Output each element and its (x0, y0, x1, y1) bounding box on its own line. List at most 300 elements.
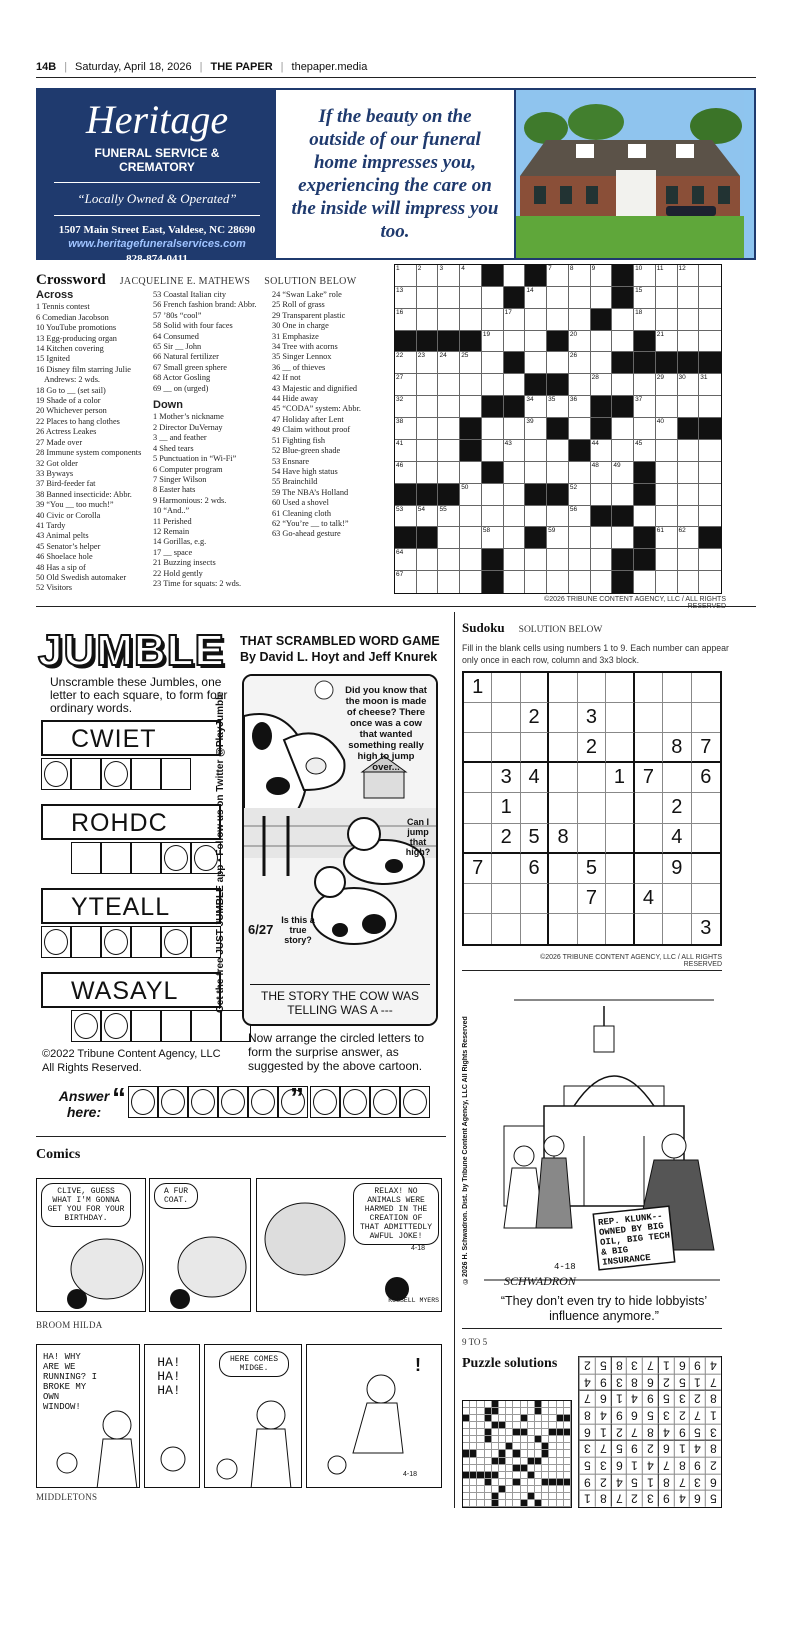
crossword-cell[interactable] (460, 571, 482, 593)
sudoku-empty-cell[interactable] (464, 733, 492, 763)
jumble-answer-box[interactable] (370, 1086, 400, 1118)
sudoku-empty-cell[interactable] (549, 914, 577, 944)
clue: 60 Used a shovel (272, 498, 329, 508)
solution-cell (549, 1500, 556, 1507)
crossword-cell[interactable] (417, 571, 439, 593)
sudoku-given-cell: 2 (663, 793, 691, 823)
crossword-cell[interactable] (569, 352, 591, 374)
jumble-box[interactable] (71, 758, 101, 790)
crossword-cell[interactable] (525, 331, 547, 353)
sudoku-empty-cell[interactable] (521, 793, 549, 823)
clue-number: 48 (591, 461, 599, 469)
crossword-cell[interactable] (699, 506, 721, 528)
sudoku-empty-cell[interactable] (549, 793, 577, 823)
crossword-cell[interactable] (612, 440, 634, 462)
crossword-cell[interactable] (438, 396, 460, 418)
crossword-cell[interactable] (547, 440, 569, 462)
crossword-cell[interactable] (699, 484, 721, 506)
crossword-cell[interactable] (417, 287, 439, 309)
crossword-cell[interactable] (656, 374, 678, 396)
sudoku-empty-cell[interactable] (464, 763, 492, 793)
crossword-cell[interactable] (656, 265, 678, 287)
sudoku-empty-cell[interactable] (578, 763, 606, 793)
crossword-cell[interactable] (395, 309, 417, 331)
crossword-cell[interactable] (460, 374, 482, 396)
sudoku-empty-cell[interactable] (521, 884, 549, 914)
sudoku-empty-cell[interactable] (692, 884, 720, 914)
crossword-cell[interactable] (525, 418, 547, 440)
crossword-cell[interactable] (547, 571, 569, 593)
jumble-box[interactable] (131, 842, 161, 874)
clue: 62 “You’re __ to talk!” (272, 518, 349, 528)
crossword-cell[interactable] (417, 374, 439, 396)
sudoku-empty-cell[interactable] (464, 703, 492, 733)
crossword-cell[interactable] (395, 287, 417, 309)
crossword-cell[interactable] (525, 352, 547, 374)
crossword-cell[interactable] (699, 287, 721, 309)
sudoku-empty-cell[interactable] (492, 673, 520, 703)
crossword-cell[interactable] (525, 549, 547, 571)
crossword-cell[interactable] (395, 440, 417, 462)
crossword-cell[interactable] (504, 309, 526, 331)
crossword-cell[interactable] (634, 265, 656, 287)
crossword-cell[interactable] (417, 265, 439, 287)
crossword-cell[interactable] (656, 287, 678, 309)
sudoku-empty-cell[interactable] (521, 914, 549, 944)
crossword-cell[interactable] (504, 418, 526, 440)
crossword-cell[interactable] (460, 265, 482, 287)
crossword-cell[interactable] (699, 309, 721, 331)
crossword-cell[interactable] (547, 527, 569, 549)
crossword-cell[interactable] (438, 527, 460, 549)
crossword-cell[interactable] (699, 571, 721, 593)
crossword-cell[interactable] (504, 484, 526, 506)
jumble-box[interactable] (131, 926, 161, 958)
jumble-circled-box[interactable] (71, 1010, 101, 1042)
crossword-cell[interactable] (417, 506, 439, 528)
crossword-cell[interactable] (678, 484, 700, 506)
crossword-cell[interactable] (678, 309, 700, 331)
crossword-cell[interactable] (569, 484, 591, 506)
crossword-cell[interactable] (612, 484, 634, 506)
sudoku-empty-cell[interactable] (635, 824, 663, 854)
crossword-cell[interactable] (504, 374, 526, 396)
crossword-cell[interactable] (438, 374, 460, 396)
crossword-cell[interactable] (547, 265, 569, 287)
crossword-cell[interactable] (656, 418, 678, 440)
clue-number: 44 (591, 439, 599, 447)
crossword-cell[interactable] (591, 484, 613, 506)
crossword-cell[interactable] (460, 549, 482, 571)
sudoku-empty-cell[interactable] (464, 884, 492, 914)
jumble-answer-row[interactable] (71, 842, 221, 874)
crossword-cell[interactable] (678, 331, 700, 353)
sudoku-empty-cell[interactable] (606, 884, 634, 914)
crossword-cell[interactable] (504, 549, 526, 571)
crossword-cell[interactable] (612, 309, 634, 331)
crossword-cell[interactable] (417, 352, 439, 374)
crossword-cell[interactable] (460, 462, 482, 484)
crossword-cell[interactable] (547, 309, 569, 331)
crossword-cell[interactable] (417, 549, 439, 571)
crossword-cell[interactable] (504, 506, 526, 528)
crossword-cell[interactable] (612, 418, 634, 440)
crossword-author: JACQUELINE E. MATHEWS (119, 276, 251, 287)
crossword-cell[interactable] (395, 352, 417, 374)
crossword-cell[interactable] (482, 440, 504, 462)
crossword-cell[interactable] (634, 309, 656, 331)
crossword-cell[interactable] (460, 484, 482, 506)
crossword-cell[interactable] (417, 418, 439, 440)
sudoku-empty-cell[interactable] (464, 914, 492, 944)
crossword-cell[interactable] (482, 506, 504, 528)
crossword-cell[interactable] (438, 265, 460, 287)
crossword-cell[interactable] (591, 549, 613, 571)
crossword-cell[interactable] (482, 309, 504, 331)
sudoku-empty-cell[interactable] (578, 673, 606, 703)
crossword-cell[interactable] (569, 571, 591, 593)
crossword-cell[interactable] (504, 571, 526, 593)
crossword-cell[interactable] (591, 265, 613, 287)
sudoku-empty-cell[interactable] (692, 854, 720, 884)
sudoku-empty-cell[interactable] (606, 914, 634, 944)
crossword-cell[interactable] (699, 396, 721, 418)
crossword-cell[interactable] (482, 331, 504, 353)
crossword-cell[interactable] (678, 265, 700, 287)
sudoku-empty-cell[interactable] (692, 673, 720, 703)
crossword-cell[interactable] (656, 506, 678, 528)
sudoku-empty-cell[interactable] (549, 884, 577, 914)
crossword-cell[interactable] (438, 571, 460, 593)
sudoku-empty-cell[interactable] (606, 673, 634, 703)
funeral-home-ad[interactable] (36, 88, 756, 265)
sudoku-empty-cell[interactable] (606, 793, 634, 823)
crossword-cell[interactable] (678, 440, 700, 462)
crossword-cell[interactable] (547, 396, 569, 418)
crossword-cell[interactable] (460, 396, 482, 418)
solution-cell (513, 1422, 520, 1429)
crossword-cell[interactable] (612, 527, 634, 549)
sudoku-empty-cell[interactable] (635, 793, 663, 823)
solution-cell (463, 1465, 470, 1472)
sudoku-empty-cell[interactable] (635, 703, 663, 733)
crossword-cell[interactable] (395, 549, 417, 571)
solution-cell (557, 1436, 564, 1443)
crossword-cell[interactable] (656, 396, 678, 418)
crossword-cell[interactable] (438, 309, 460, 331)
jumble-circled-box[interactable] (161, 842, 191, 874)
sudoku-empty-cell[interactable] (549, 733, 577, 763)
crossword-cell[interactable] (417, 440, 439, 462)
crossword-cell[interactable] (438, 440, 460, 462)
crossword-cell[interactable] (678, 549, 700, 571)
crossword-cell[interactable] (612, 374, 634, 396)
crossword-cell[interactable] (678, 506, 700, 528)
crossword-cell[interactable] (678, 396, 700, 418)
crossword-cell[interactable] (504, 331, 526, 353)
jumble-circled-box[interactable] (101, 758, 131, 790)
sudoku-empty-cell[interactable] (464, 793, 492, 823)
solution-sudoku-cell: 2 (674, 1407, 690, 1424)
crossword-cell[interactable] (482, 352, 504, 374)
crossword-cell[interactable] (395, 396, 417, 418)
crossword-cell[interactable] (569, 287, 591, 309)
jumble-circled-box[interactable] (161, 926, 191, 958)
solution-cell (506, 1500, 513, 1507)
sudoku-empty-cell[interactable] (549, 854, 577, 884)
crossword-cell[interactable] (569, 418, 591, 440)
crossword-cell[interactable] (569, 549, 591, 571)
solution-cell (535, 1500, 542, 1507)
crossword-cell[interactable] (460, 287, 482, 309)
solution-cell (463, 1450, 470, 1457)
jumble-answer-box[interactable] (218, 1086, 248, 1118)
crossword-cell[interactable] (591, 352, 613, 374)
crossword-cell[interactable] (634, 506, 656, 528)
jumble-box[interactable] (131, 758, 161, 790)
crossword-cell[interactable] (656, 462, 678, 484)
solution-cell (557, 1450, 564, 1457)
crossword-cell[interactable] (547, 549, 569, 571)
sudoku-empty-cell[interactable] (606, 854, 634, 884)
solution-sudoku-cell: 2 (611, 1424, 627, 1441)
jumble-answer-boxes-1[interactable] (128, 1086, 308, 1118)
crossword-cell[interactable] (395, 374, 417, 396)
crossword-cell[interactable] (634, 287, 656, 309)
crossword-cell[interactable] (547, 287, 569, 309)
crossword-cell[interactable] (656, 309, 678, 331)
crossword-cell[interactable] (569, 309, 591, 331)
crossword-black-cell (482, 396, 504, 418)
crossword-cell[interactable] (656, 527, 678, 549)
sudoku-empty-cell[interactable] (549, 703, 577, 733)
ad-website[interactable]: www.heritagefuneralservices.com (68, 238, 246, 250)
sudoku-empty-cell[interactable] (692, 824, 720, 854)
crossword-cell[interactable] (699, 462, 721, 484)
crossword-cell[interactable] (634, 571, 656, 593)
crossword-cell[interactable] (699, 265, 721, 287)
crossword-cell[interactable] (504, 527, 526, 549)
solution-cell (506, 1493, 513, 1500)
crossword-cell[interactable] (525, 440, 547, 462)
crossword-cell[interactable] (591, 374, 613, 396)
crossword-cell[interactable] (482, 374, 504, 396)
sudoku-empty-cell[interactable] (521, 673, 549, 703)
clue: 45 “CODA” system: Abbr. (272, 404, 361, 414)
jumble-circled-box[interactable] (41, 758, 71, 790)
jumble-box[interactable] (71, 842, 101, 874)
crossword-black-cell (395, 527, 417, 549)
sudoku-empty-cell[interactable] (578, 914, 606, 944)
sudoku-empty-cell[interactable] (635, 673, 663, 703)
solution-cell (535, 1458, 542, 1465)
crossword-cell[interactable] (591, 287, 613, 309)
jumble-box[interactable] (161, 758, 191, 790)
solution-cell (513, 1401, 520, 1408)
crossword-cell[interactable] (699, 331, 721, 353)
crossword-cell[interactable] (460, 352, 482, 374)
sudoku-empty-cell[interactable] (635, 914, 663, 944)
crossword-cell[interactable] (634, 374, 656, 396)
crossword-cell[interactable] (569, 506, 591, 528)
jumble-answer-box[interactable] (310, 1086, 340, 1118)
crossword-cell[interactable] (569, 527, 591, 549)
solution-cell (513, 1443, 520, 1450)
crossword-cell[interactable] (504, 440, 526, 462)
crossword-cell[interactable] (612, 331, 634, 353)
sudoku-empty-cell[interactable] (692, 703, 720, 733)
crossword-cell[interactable] (699, 440, 721, 462)
sudoku-empty-cell[interactable] (549, 673, 577, 703)
crossword-cell[interactable] (678, 462, 700, 484)
crossword-cell[interactable] (569, 331, 591, 353)
jumble-circled-box[interactable] (101, 926, 131, 958)
jumble-answer-box[interactable] (128, 1086, 158, 1118)
crossword-cell[interactable] (591, 440, 613, 462)
crossword-cell[interactable] (569, 462, 591, 484)
sudoku-empty-cell[interactable] (492, 914, 520, 944)
sudoku-empty-cell[interactable] (492, 733, 520, 763)
crossword-cell[interactable] (395, 506, 417, 528)
crossword-cell[interactable] (395, 571, 417, 593)
crossword-cell[interactable] (525, 396, 547, 418)
sudoku-empty-cell[interactable] (606, 703, 634, 733)
crossword-cell[interactable] (678, 287, 700, 309)
solution-sudoku-cell: 1 (642, 1474, 658, 1491)
sudoku-empty-cell[interactable] (549, 763, 577, 793)
jumble-answer-boxes-2[interactable] (310, 1086, 430, 1118)
crossword-grid[interactable] (394, 264, 722, 594)
crossword-cell[interactable] (438, 352, 460, 374)
crossword-cell[interactable] (417, 309, 439, 331)
jumble-answer-box[interactable] (400, 1086, 430, 1118)
crossword-cell[interactable] (591, 571, 613, 593)
sudoku-empty-cell[interactable] (692, 793, 720, 823)
jumble-box[interactable] (71, 926, 101, 958)
sudoku-empty-cell[interactable] (663, 763, 691, 793)
crossword-cell[interactable] (395, 418, 417, 440)
clue: 9 Harmonious: 2 wds. (153, 495, 227, 505)
sudoku-empty-cell[interactable] (606, 824, 634, 854)
crossword-cell[interactable] (656, 331, 678, 353)
crossword-cell[interactable] (678, 571, 700, 593)
solution-cell (564, 1408, 571, 1415)
sudoku-empty-cell[interactable] (663, 914, 691, 944)
jumble-answer-box[interactable] (188, 1086, 218, 1118)
jumble-box[interactable] (101, 842, 131, 874)
crossword-cell[interactable] (482, 484, 504, 506)
crossword-cell[interactable] (699, 374, 721, 396)
solution-cell (557, 1500, 564, 1507)
crossword-cell[interactable] (460, 527, 482, 549)
clue-number: 32 (396, 396, 404, 404)
jumble-answer-box[interactable] (248, 1086, 278, 1118)
sudoku-grid[interactable] (462, 671, 722, 946)
crossword-cell[interactable] (395, 462, 417, 484)
jumble-answer-row[interactable] (41, 758, 191, 790)
crossword-cell[interactable] (656, 440, 678, 462)
sudoku-empty-cell[interactable] (578, 793, 606, 823)
sudoku-empty-cell[interactable] (663, 884, 691, 914)
crossword-cell[interactable] (678, 527, 700, 549)
crossword-cell[interactable] (656, 484, 678, 506)
jumble-box[interactable] (161, 1010, 191, 1042)
sudoku-empty-cell[interactable] (492, 854, 520, 884)
sudoku-empty-cell[interactable] (578, 824, 606, 854)
crossword-cell[interactable] (569, 396, 591, 418)
crossword-cell[interactable] (699, 549, 721, 571)
crossword-cell[interactable] (504, 265, 526, 287)
sudoku-empty-cell[interactable] (492, 884, 520, 914)
sudoku-empty-cell[interactable] (663, 673, 691, 703)
crossword-cell[interactable] (438, 462, 460, 484)
jumble-answer-row[interactable] (41, 926, 221, 958)
sudoku-empty-cell[interactable] (521, 733, 549, 763)
crossword-cell[interactable] (438, 549, 460, 571)
crossword-cell[interactable] (634, 440, 656, 462)
crossword-cell[interactable] (678, 374, 700, 396)
crossword-cell[interactable] (656, 549, 678, 571)
crossword-cell[interactable] (525, 506, 547, 528)
crossword-cell[interactable] (612, 462, 634, 484)
crossword-cell[interactable] (395, 265, 417, 287)
crossword-cell[interactable] (482, 418, 504, 440)
crossword-cell[interactable] (547, 352, 569, 374)
crossword-cell[interactable] (656, 571, 678, 593)
crossword-cell[interactable] (460, 309, 482, 331)
crossword-cell[interactable] (482, 287, 504, 309)
crossword-cell[interactable] (525, 571, 547, 593)
sudoku-empty-cell[interactable] (663, 703, 691, 733)
jumble-box[interactable] (131, 1010, 161, 1042)
solution-cell (463, 1458, 470, 1465)
sudoku-empty-cell[interactable] (635, 733, 663, 763)
crossword-cell[interactable] (525, 462, 547, 484)
crossword-cell[interactable] (525, 287, 547, 309)
sudoku-given-cell: 7 (692, 733, 720, 763)
jumble-answer-box[interactable] (340, 1086, 370, 1118)
crossword-cell[interactable] (525, 309, 547, 331)
sudoku-empty-cell[interactable] (492, 703, 520, 733)
crossword-cell[interactable] (417, 396, 439, 418)
crossword-cell[interactable] (504, 462, 526, 484)
solution-cell (513, 1436, 520, 1443)
crossword-cell[interactable] (591, 462, 613, 484)
crossword-cell[interactable] (547, 462, 569, 484)
crossword-cell[interactable] (438, 506, 460, 528)
crossword-cell[interactable] (417, 462, 439, 484)
crossword-cell[interactable] (460, 506, 482, 528)
paper-site[interactable]: thepaper.media (291, 60, 368, 73)
crossword-cell[interactable] (547, 506, 569, 528)
crossword-cell[interactable] (634, 396, 656, 418)
crossword-cell[interactable] (569, 265, 591, 287)
crossword-cell[interactable] (634, 418, 656, 440)
crossword-cell[interactable] (482, 527, 504, 549)
jumble-circled-box[interactable] (41, 926, 71, 958)
clue: 22 Places to hang clothes (36, 416, 120, 426)
crossword-cell[interactable] (569, 374, 591, 396)
crossword-cell[interactable] (438, 418, 460, 440)
sudoku-empty-cell[interactable] (606, 733, 634, 763)
sudoku-empty-cell[interactable] (635, 854, 663, 884)
jumble-answer-box[interactable] (158, 1086, 188, 1118)
sudoku-empty-cell[interactable] (464, 824, 492, 854)
crossword-cell[interactable] (591, 527, 613, 549)
crossword-cell[interactable] (438, 287, 460, 309)
jumble-circled-box[interactable] (101, 1010, 131, 1042)
crossword-cell[interactable] (591, 331, 613, 353)
